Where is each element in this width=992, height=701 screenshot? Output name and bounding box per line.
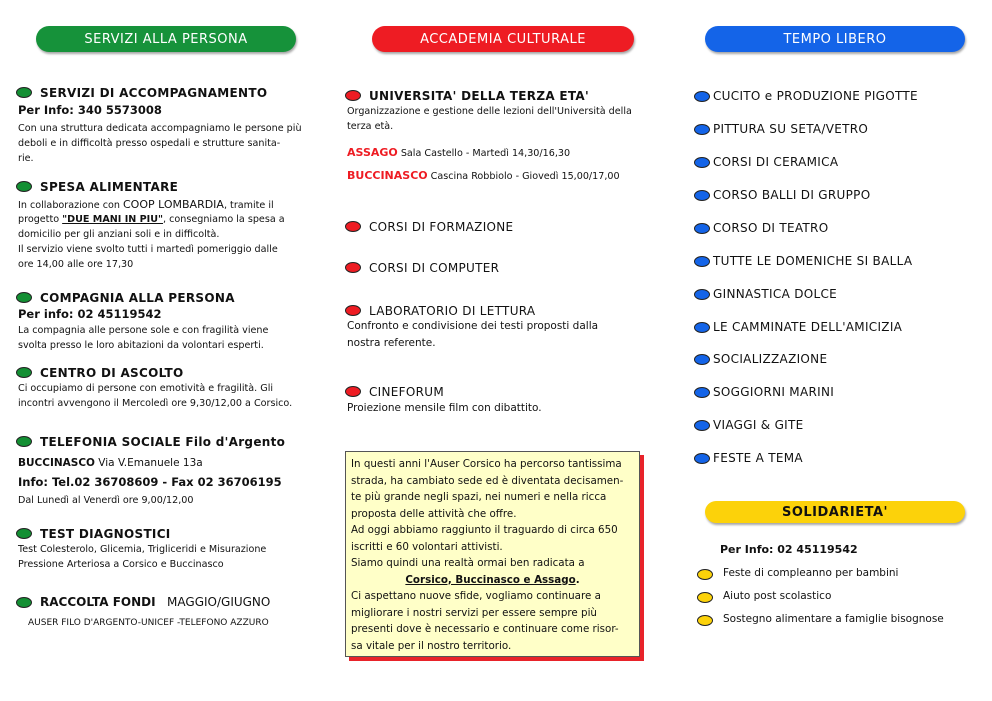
about-line: Siamo quindi una realtà ormai ben radicata a xyxy=(351,557,585,569)
raccolta-period: MAGGIO/GIUGNO xyxy=(155,595,271,609)
computer-title: CORSI DI COMPUTER xyxy=(369,261,500,275)
solidarieta-item: Aiuto post scolastico xyxy=(723,590,832,602)
solidarieta-info: Per Info: 02 45119542 xyxy=(720,543,858,556)
telefonia-info: Info: Tel.02 36708609 - Fax 02 36706195 xyxy=(18,475,282,489)
bullet-icon xyxy=(694,453,710,464)
header-servizi-label: SERVIZI ALLA PERSONA xyxy=(84,31,248,47)
bullet-icon xyxy=(694,124,710,135)
ascolto-title: CENTRO DI ASCOLTO xyxy=(40,366,184,380)
header-solidarieta-label: SOLIDARIETA' xyxy=(781,504,888,520)
cineforum-text: Proiezione mensile film con dibattito. xyxy=(347,402,542,414)
compagnia-text: La compagnia alle persone sole e con fragilità viene xyxy=(18,325,269,336)
about-places xyxy=(351,572,634,589)
bullet-icon xyxy=(694,256,710,267)
tempo-item: TUTTE LE DOMENICHE SI BALLA xyxy=(713,254,913,268)
universita-assago xyxy=(347,145,570,161)
bullet-icon xyxy=(16,528,32,539)
header-tempo-libero-label: TEMPO LIBERO xyxy=(783,31,887,47)
ascolto-text: Ci occupiamo di persone con emotività e fragilità. Gli xyxy=(18,383,274,394)
test-text: Test Colesterolo, Glicemia, Trigliceridi e Misurazione xyxy=(18,544,267,555)
bullet-icon xyxy=(694,420,710,431)
spesa-line-2 xyxy=(18,212,285,227)
test-title: TEST DIAGNOSTICI xyxy=(40,527,171,541)
bullet-icon xyxy=(16,181,32,192)
telefonia-city: BUCCINASCO xyxy=(18,457,95,469)
bullet-icon xyxy=(694,322,710,333)
assago-text: Sala Castello - Martedì 14,30/16,30 xyxy=(397,148,571,159)
about-line: proposta delle attività che offre. xyxy=(351,507,517,520)
cineforum-title: CINEFORUM xyxy=(369,385,444,399)
header-tempo-libero xyxy=(705,26,965,52)
telefonia-title: TELEFONIA SOCIALE Filo d'Argento xyxy=(40,435,286,449)
raccolta-text: AUSER FILO D'ARGENTO-UNICEF -TELEFONO AZZURO xyxy=(28,618,269,628)
telefonia-street: Via V.Emanuele 13a xyxy=(94,457,203,469)
bullet-icon xyxy=(694,289,710,300)
spesa-text: Il servizio viene svolto tutti i martedì pomeriggio dalle xyxy=(18,244,278,255)
bullet-icon xyxy=(694,157,710,168)
bullet-icon xyxy=(694,223,710,234)
bullet-icon xyxy=(694,190,710,201)
universita-text: terza età. xyxy=(347,121,394,132)
ascolto-text: incontri avvengono il Mercoledì ore 9,30/12,00 a Corsico. xyxy=(18,398,293,409)
accompagnamento-text: Con una struttura dedicata accompagniamo le persone più xyxy=(18,123,302,134)
spesa-text: ore 14,00 alle ore 17,30 xyxy=(18,259,134,270)
about-places-period: . xyxy=(575,573,580,586)
bullet-icon xyxy=(694,91,710,102)
about-box xyxy=(345,451,640,657)
about-line: sa vitale per il nostro territorio. xyxy=(351,639,512,652)
tempo-item: CORSO DI TEATRO xyxy=(713,221,829,235)
bullet-icon xyxy=(694,387,710,398)
tempo-item: PITTURA SU SETA/VETRO xyxy=(713,122,869,136)
compagnia-text: svolta presso le loro abitazioni da volontari esperti. xyxy=(18,340,264,351)
telefonia-address xyxy=(18,457,203,469)
bullet-icon xyxy=(697,615,713,626)
lettura-text: nostra referente. xyxy=(347,337,436,349)
spesa-title: SPESA ALIMENTARE xyxy=(40,180,179,194)
about-line: migliorare i nostri servizi per essere sempre più xyxy=(351,606,597,619)
bullet-icon xyxy=(697,592,713,603)
universita-title: UNIVERSITA' DELLA TERZA ETA' xyxy=(369,89,589,103)
bullet-icon xyxy=(16,597,32,608)
tempo-item: SOGGIORNI MARINI xyxy=(713,385,835,399)
bullet-icon xyxy=(345,221,361,232)
solidarieta-item: Feste di compleanno per bambini xyxy=(723,567,899,579)
bullet-icon xyxy=(345,305,361,316)
bullet-icon xyxy=(16,436,32,447)
accompagnamento-info: Per Info: 340 5573008 xyxy=(18,103,162,117)
spesa-text: progetto xyxy=(18,214,63,225)
test-text: Pressione Arteriosa a Corsico e Buccinasco xyxy=(18,559,224,570)
lettura-title: LABORATORIO DI LETTURA xyxy=(369,304,536,318)
header-servizi xyxy=(36,26,296,52)
spesa-text: domicilio per gli anziani soli e in difficoltà. xyxy=(18,229,220,240)
about-line: In questi anni l'Auser Corsico ha percorso tantissima xyxy=(351,458,622,470)
about-line: iscritti e 60 volontari attivisti. xyxy=(351,540,503,553)
lettura-text: Confronto e condivisione dei testi proposti dalla xyxy=(347,320,599,332)
spesa-text: In collaborazione con xyxy=(18,200,123,211)
bullet-icon xyxy=(345,386,361,397)
formazione-title: CORSI DI FORMAZIONE xyxy=(369,220,514,234)
spesa-text: , consegniamo la spesa a xyxy=(163,214,285,225)
telefonia-hours: Dal Lunedì al Venerdì ore 9,00/12,00 xyxy=(18,495,194,506)
buccinasco-text: Cascina Robbiolo - Giovedì 15,00/17,00 xyxy=(427,171,620,182)
bullet-icon xyxy=(697,569,713,580)
bullet-icon xyxy=(694,354,710,365)
about-line: te più grande negli spazi, nei numeri e nella ricca xyxy=(351,491,607,503)
tempo-item: FESTE A TEMA xyxy=(713,451,803,465)
solidarieta-item: Sostegno alimentare a famiglie bisognose xyxy=(723,613,944,625)
bullet-icon xyxy=(16,87,32,98)
bullet-icon xyxy=(16,292,32,303)
tempo-item: SOCIALIZZAZIONE xyxy=(713,352,828,366)
universita-text: Organizzazione e gestione delle lezioni dell'Università della xyxy=(347,106,632,117)
bullet-icon xyxy=(345,90,361,101)
about-line: Ad oggi abbiamo raggiunto il traguardo di circa 650 xyxy=(351,524,618,536)
accompagnamento-text: deboli e in difficoltà presso ospedali e strutture sanita- xyxy=(18,138,281,149)
raccolta-title-main: RACCOLTA FONDI xyxy=(40,595,156,609)
about-line: presenti dove è necessario e continuare come risor- xyxy=(351,623,619,635)
header-accademia-label: ACCADEMIA CULTURALE xyxy=(420,31,586,47)
header-solidarieta xyxy=(705,501,965,523)
accompagnamento-text: rie. xyxy=(18,153,34,164)
tempo-item: LE CAMMINATE DELL'AMICIZIA xyxy=(713,320,903,334)
bullet-icon xyxy=(16,367,32,378)
spesa-text: , tramite il xyxy=(223,200,274,211)
about-line: Ci aspettano nuove sfide, vogliamo continuare a xyxy=(351,590,601,602)
compagnia-info: Per info: 02 45119542 xyxy=(18,307,162,321)
assago-label: ASSAGO xyxy=(347,146,398,159)
header-accademia xyxy=(372,26,634,52)
tempo-item: CUCITO e PRODUZIONE PIGOTTE xyxy=(713,89,918,103)
buccinasco-label: BUCCINASCO xyxy=(347,169,428,182)
compagnia-title: COMPAGNIA ALLA PERSONA xyxy=(40,291,235,305)
tempo-item: CORSO BALLI DI GRUPPO xyxy=(713,188,871,202)
project-name: "DUE MANI IN PIU" xyxy=(62,214,164,225)
spesa-line-1 xyxy=(18,197,274,213)
tempo-item: CORSI DI CERAMICA xyxy=(713,155,839,169)
tempo-item: VIAGGI & GITE xyxy=(713,418,804,432)
bullet-icon xyxy=(345,262,361,273)
universita-buccinasco xyxy=(347,168,620,184)
raccolta-title xyxy=(40,595,270,609)
coop-name: COOP LOMBARDIA xyxy=(122,198,224,211)
about-line: strada, ha cambiato sede ed è diventata decisamen- xyxy=(351,474,624,487)
accompagnamento-title: SERVIZI DI ACCOMPAGNAMENTO xyxy=(40,86,268,100)
tempo-item: GINNASTICA DOLCE xyxy=(713,287,838,301)
about-places-names: Corsico, Buccinasco e Assago xyxy=(405,573,576,586)
